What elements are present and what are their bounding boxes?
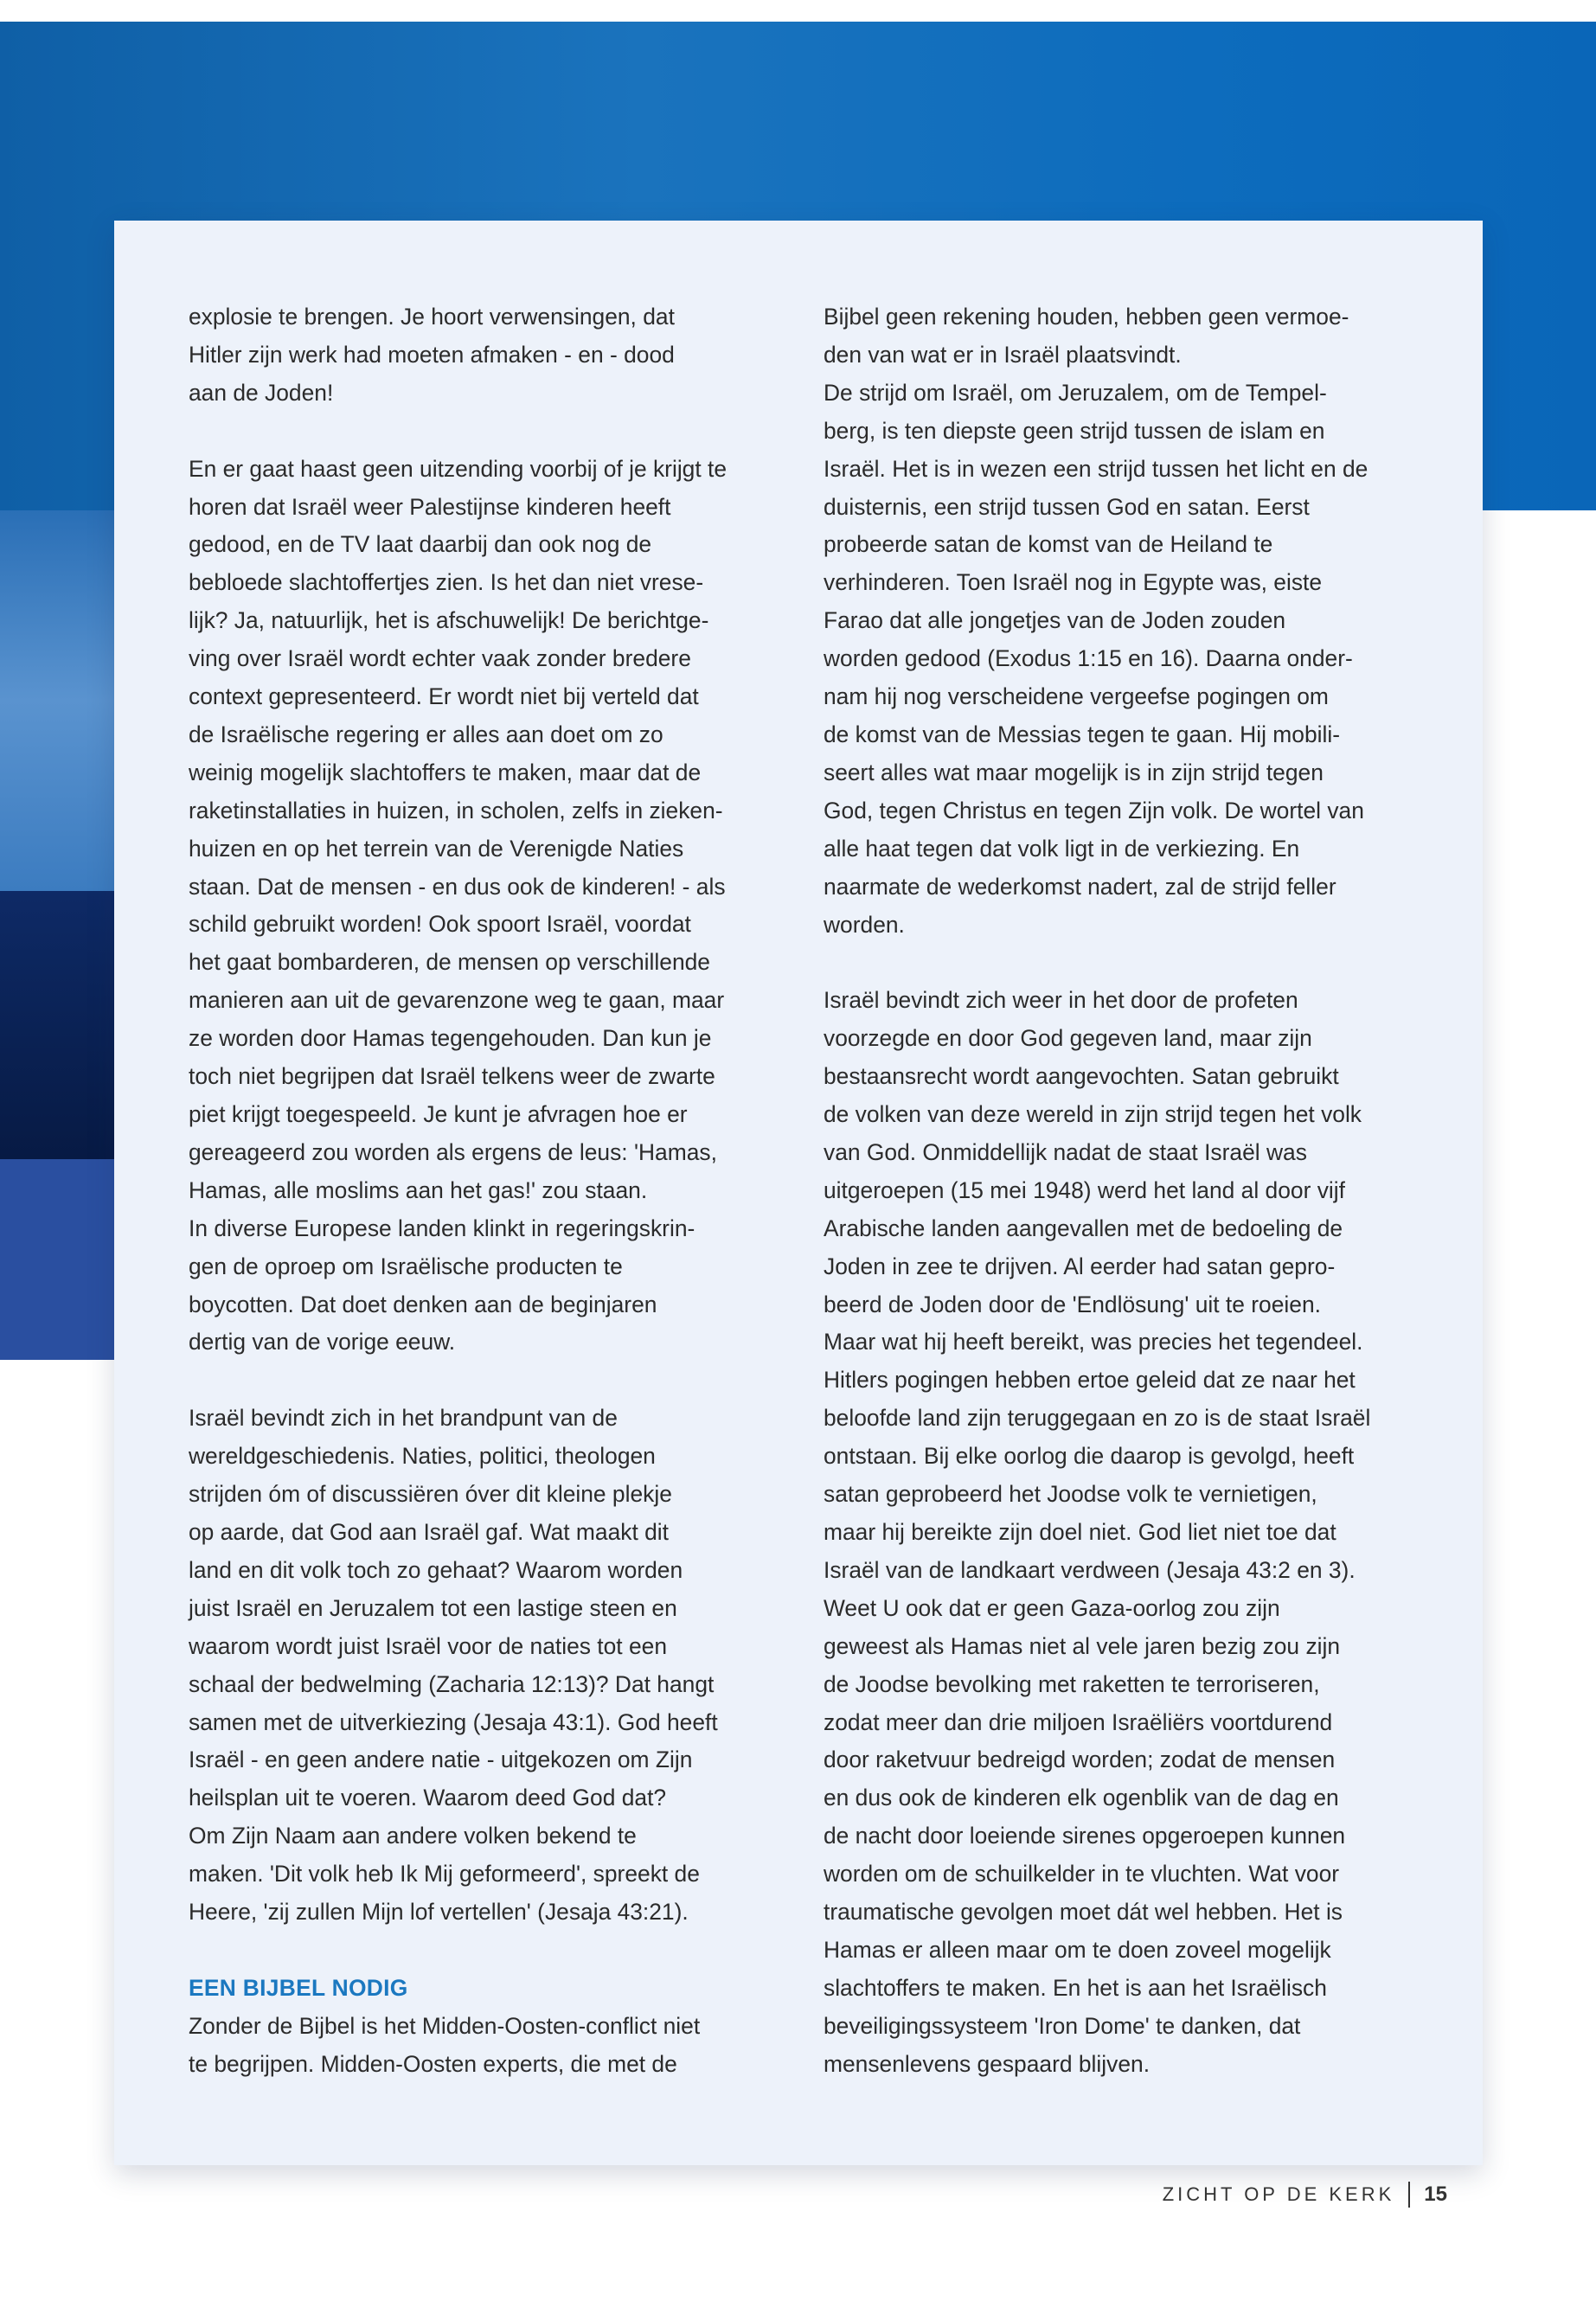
paragraph-gap [189,1362,760,1400]
footer-divider [1408,2182,1410,2208]
paragraph: En er gaat haast geen uitzending voorbij of je krijgt te horen dat Israël weer Palestijnse kinderen heeft gedood, en de TV laat daarbij dan ook nog de bebloede slachtoffertjes zien. Is het dan niet vrese- lijk? Ja, natuurlijk, het is afschuwelijk! De berichtge- ving over Israël wordt echter vaak zonder bredere context gepresenteerd. Er wordt niet bij verteld dat de Israëlische regering er alles aan doet om zo weinig mogelijk slachtoffers te maken, maar dat de raketinstallaties in huizen, in scholen, zelfs in zieken- huizen en op het terrein van de Verenigde Naties staan. Dat de mensen - en dus ook de kinderen! - als schild gebruikt worden! Ook spoort Israël, voordat het gaat bombarderen, de mensen op verschillende manieren aan uit de gevarenzone weg te gaan, maar ze worden door Hamas tegengehouden. Dan kun je toch niet begrijpen dat Israël telkens weer de zwarte piet krijgt toegespeeld. Je kunt je afvragen hoe er gereageerd zou worden als ergens de leus: 'Hamas, Hamas, alle moslims aan het gas!' zou staan. In diverse Europese landen klinkt in regeringskrin- gen de oproep om Israëlische producten te boycotten. Dat doet denken aan de beginjaren dertig van de vorige eeuw. [189,455,727,1356]
article-column-right [824,298,1394,2084]
left-navy-strip [0,891,117,1159]
section-heading: EEN BIJBEL NODIG [189,1974,408,2001]
paragraph-gap [824,944,1394,982]
paragraph: Israël bevindt zich in het brandpunt van de wereldgeschiedenis. Naties, politici, theologen strijden óm of discussiëren óver dit kleine plekje op aarde, dat God aan Israël gaf. Wat maakt dit land en dit volk toch zo gehaat? Waarom worden juist Israël en Jeruzalem tot een lastige steen en waarom wordt juist Israël voor de naties tot een schaal der bedwelming (Zacharia 12:13)? Dat hangt samen met de uitverkiezing (Jesaja 43:1). God heeft Israël - en geen andere natie - uitgekozen om Zijn heilsplan uit te voeren. Waarom deed God dat? Om Zijn Naam aan andere volken bekend te maken. 'Dit volk heb Ik Mij geformeerd', spreekt de Heere, 'zij zullen Mijn lof vertellen' (Jesaja 43:21). [189,1405,718,1926]
paragraph-gap [189,413,760,451]
page-footer [1163,2182,1447,2208]
left-blue-strip [0,510,117,891]
paragraph: Israël bevindt zich weer in het door de profeten voorzegde en door God gegeven land, maar zijn bestaansrecht wordt aangevochten. Satan gebruikt de volken van deze wereld in zijn strijd tegen het volk van God. Onmiddellijk nadat de staat Israël was uitgeroepen (15 mei 1948) werd het land al door vijf Arabische landen aangevallen met de bedoeling de Joden in zee te drijven. Al eerder had satan gepro- beerd de Joden door de 'Endlösung' uit te roeien. Maar wat hij heeft bereikt, was precies het tegendeel. Hitlers pogingen hebben ertoe geleid dat ze naar het beloofde land zijn teruggegaan en zo is de staat Israël ontstaan. Bij elke oorlog die daarop is gevolgd, heeft satan geprobeerd het Joodse volk te vernietigen, maar hij bereikte zijn doel niet. God liet niet toe dat Israël van de landkaart verdween (Jesaja 43:2 en 3). Weet U ook dat er geen Gaza-oorlog zou zijn geweest als Hamas niet al vele jaren bezig zou zijn de Joodse bevolking met raketten te terroriseren, zodat meer dan drie miljoen Israëliërs voortdurend door raketvuur bedreigd worden; zodat de mensen en dus ook de kinderen elk ogenblik van de dag en de nacht door loeiende sirenes opgeroepen kunnen worden om de schuilkelder in te vluchten. Wat voor traumatische gevolgen moet dát wel hebben. Het is Hamas er alleen maar om te doen zoveel mogelijk slachtoffers te maken. En het is aan het Israëlisch beveiligingssysteem 'Iron Dome' te danken, dat mensenlevens gespaard blijven. [824,987,1371,2077]
article-column-left [189,298,760,2084]
paragraph-gap [189,1932,760,1970]
paragraph: explosie te brengen. Je hoort verwensingen, dat Hitler zijn werk had moeten afmaken - en - dood aan de Joden! [189,304,675,406]
page-number: 15 [1424,2182,1447,2206]
left-royal-strip [0,1159,117,1360]
magazine-title: ZICHT OP DE KERK [1162,2183,1395,2205]
paragraph: Zonder de Bijbel is het Midden-Oosten-conflict niet te begrijpen. Midden-Oosten experts, die met de [189,2012,701,2077]
paragraph: Bijbel geen rekening houden, hebben geen vermoe- den van wat er in Israël plaatsvindt. De strijd om Israël, om Jeruzalem, om de Tempel- berg, is ten diepste geen strijd tussen de islam en Israël. Het is in wezen een strijd tussen het licht en de duisternis, een strijd tussen God en satan. Eerst probeerde satan de komst van de Heiland te verhinderen. Toen Israël nog in Egypte was, eiste Farao dat alle jongetjes van de Joden zouden worden gedood (Exodus 1:15 en 16). Daarna onder- nam hij nog verscheidene vergeefse pogingen om de komst van de Messias tegen te gaan. Hij mobili- seert alles wat maar mogelijk is in zijn strijd tegen God, tegen Christus en tegen Zijn volk. De wortel van alle haat tegen dat volk ligt in de verkiezing. En naarmate de wederkomst nadert, zal de strijd feller worden. [824,304,1368,938]
